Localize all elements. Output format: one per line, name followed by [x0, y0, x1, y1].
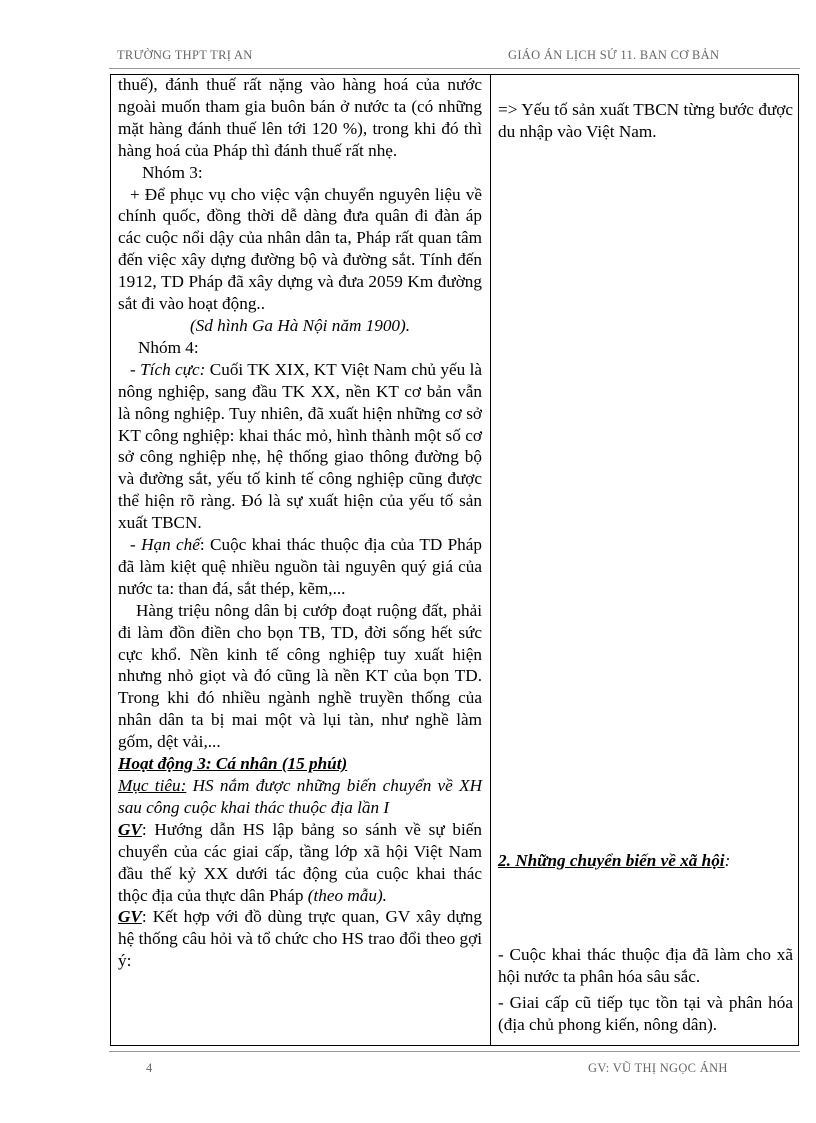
header-school: TRƯỜNG THPT TRỊ AN: [117, 48, 253, 62]
section2-heading: [498, 850, 793, 872]
tax-paragraph: thuế), đánh thuế rất nặng vào hàng hoá của nước ngoài muốn tham gia buôn bán ở nước ta (có những mặt hàng đánh thuế lên tới 120 %), trong khi đó thì hàng hoá của Pháp thì đánh thuế rất nhẹ.: [118, 75, 482, 160]
gv-guide-italic: (theo mẫu).: [307, 885, 387, 905]
negative-paragraph: - Hạn chế: Cuộc khai thác thuộc địa của TD Pháp đã làm kiệt quệ nhiều nguồn tài nguyên quý giá của nước ta: than đá, sắt thép, kẽm,...: [118, 535, 482, 598]
negative-label: Hạn chế: [141, 535, 200, 555]
objective-label: Mục tiêu:: [118, 776, 187, 795]
group3-text: + Để phục vụ cho việc vận chuyển nguyên liệu về chính quốc, đồng thời dễ dàng đưa quân đi đàn áp các cuộc nổi dậy của nhân dân ta, Pháp rất quan tâm đến việc xây dựng đường bộ và đường sắt. Tính đến 1912, TD Pháp đã xây dựng và đưa 2059 Km đường sắt đi vào hoạt động..: [118, 184, 482, 314]
conclusion-paragraph: [498, 99, 793, 143]
group4-title: Nhóm 4:: [138, 337, 199, 357]
activity-title: Hoạt động 3: Cá nhân (15 phút): [118, 754, 348, 774]
lesson-table: [110, 74, 799, 1046]
negative-text: : Cuộc khai thác thuộc địa của TD Pháp đã làm kiệt quệ nhiều nguồn tài nguyên quý giá của nước ta: than đá, sắt thép, kẽm,...: [118, 535, 482, 598]
gv-guide-text: : Hướng dẫn HS lập bảng so sánh về sự biến chuyển của các giai cấp, tầng lớp xã hội Việt Nam đầu thế kỷ XX dưới tác động của cuộc khai thác thộc địa của thực dân Pháp: [118, 819, 482, 905]
positive-label: Tích cực:: [140, 359, 206, 379]
footer-teacher: GV: VŨ THỊ NGỌC ÁNH: [588, 1061, 728, 1075]
positive-paragraph: - Tích cực: Cuối TK XIX, KT Việt Nam chủ yếu là nông nghiệp, sang đầu TK XX, nền KT cơ bản vẫn là nông nghiệp. Tuy nhiên, đã xuất hiện những cơ sở KT công nghiệp: khai thác mỏ, hình thành một số cơ sở công nghiệp nhẹ, hệ thống giao thông đường bộ và đường sắt, yếu tố kinh tế công nghiệp cũng được thể hiện rõ ràng. Đó là sự xuất hiện của yếu tố sản xuất TBCN.: [118, 359, 482, 533]
footer-rule: [109, 1051, 800, 1052]
gv-label-2: GV: [118, 907, 142, 927]
conclusion-text: => Yếu tố sản xuất TBCN từng bước được du nhập vào Việt Nam.: [498, 100, 793, 141]
gv-questions-paragraph: [118, 906, 482, 972]
point-2: - Giai cấp cũ tiếp tục tồn tại và phân hóa (địa chủ phong kiến, nông dân).: [498, 992, 793, 1034]
header-subject: GIÁO ÁN LỊCH SỬ 11. BAN CƠ BẢN: [508, 48, 720, 62]
point-1: - Cuộc khai thác thuộc địa đã làm cho xã hội nước ta phân hóa sâu sắc.: [498, 945, 793, 986]
positive-text: Cuối TK XIX, KT Việt Nam chủ yếu là nông nghiệp, sang đầu TK XX, nền KT cơ bản vẫn là nông nghiệp. Tuy nhiên, đã xuất hiện những cơ sở KT công nghiệp: khai thác mỏ, hình thành một số cơ sở công nghiệp nhẹ, hệ thống giao thông đường bộ và đường sắt, yếu tố kinh tế công nghiệp cũng được thể hiện rõ ràng. Đó là sự xuất hiện của yếu tố sản xuất TBCN.: [118, 359, 482, 533]
gv-guide-paragraph: [118, 819, 482, 907]
objective-text: HS nắm được những biến chuyển về XH sau công cuộc khai thác thuộc địa lần I: [118, 776, 482, 817]
page-number: 4: [146, 1061, 153, 1075]
group3-title: Nhóm 3:: [142, 162, 203, 182]
right-points: [498, 944, 793, 1036]
peasants-paragraph: Hàng triệu nông dân bị cướp đoạt ruộng đất, phải đi làm đồn điền cho bọn TB, TD, đời sống hết sức cực khổ. Nền kinh tế công nghiệp tuy xuất hiện nhưng nhỏ giọt và đó cũng là nền KT của bọn TD. Trong khi đó nhiều ngành nghề truyền thống của nhân dân ta bị mai một và lụi tàn, như nghề làm gốm, dệt vải,...: [118, 600, 482, 752]
section2-title: 2. Những chuyển biến về xã hội: [498, 851, 725, 870]
objective-paragraph: [118, 775, 482, 819]
section2-colon: :: [724, 851, 731, 870]
header-rule: [109, 68, 800, 69]
left-column: [118, 74, 482, 972]
column-divider: [490, 75, 491, 1045]
gv-label-1: GV: [118, 819, 142, 839]
gv-questions-text: : Kết hợp với đồ dùng trực quan, GV xây dựng hệ thống câu hỏi và tổ chức cho HS trao đổi theo gợi ý:: [118, 907, 482, 971]
figure-note: (Sd hình Ga Hà Nội năm 1900).: [189, 315, 411, 335]
